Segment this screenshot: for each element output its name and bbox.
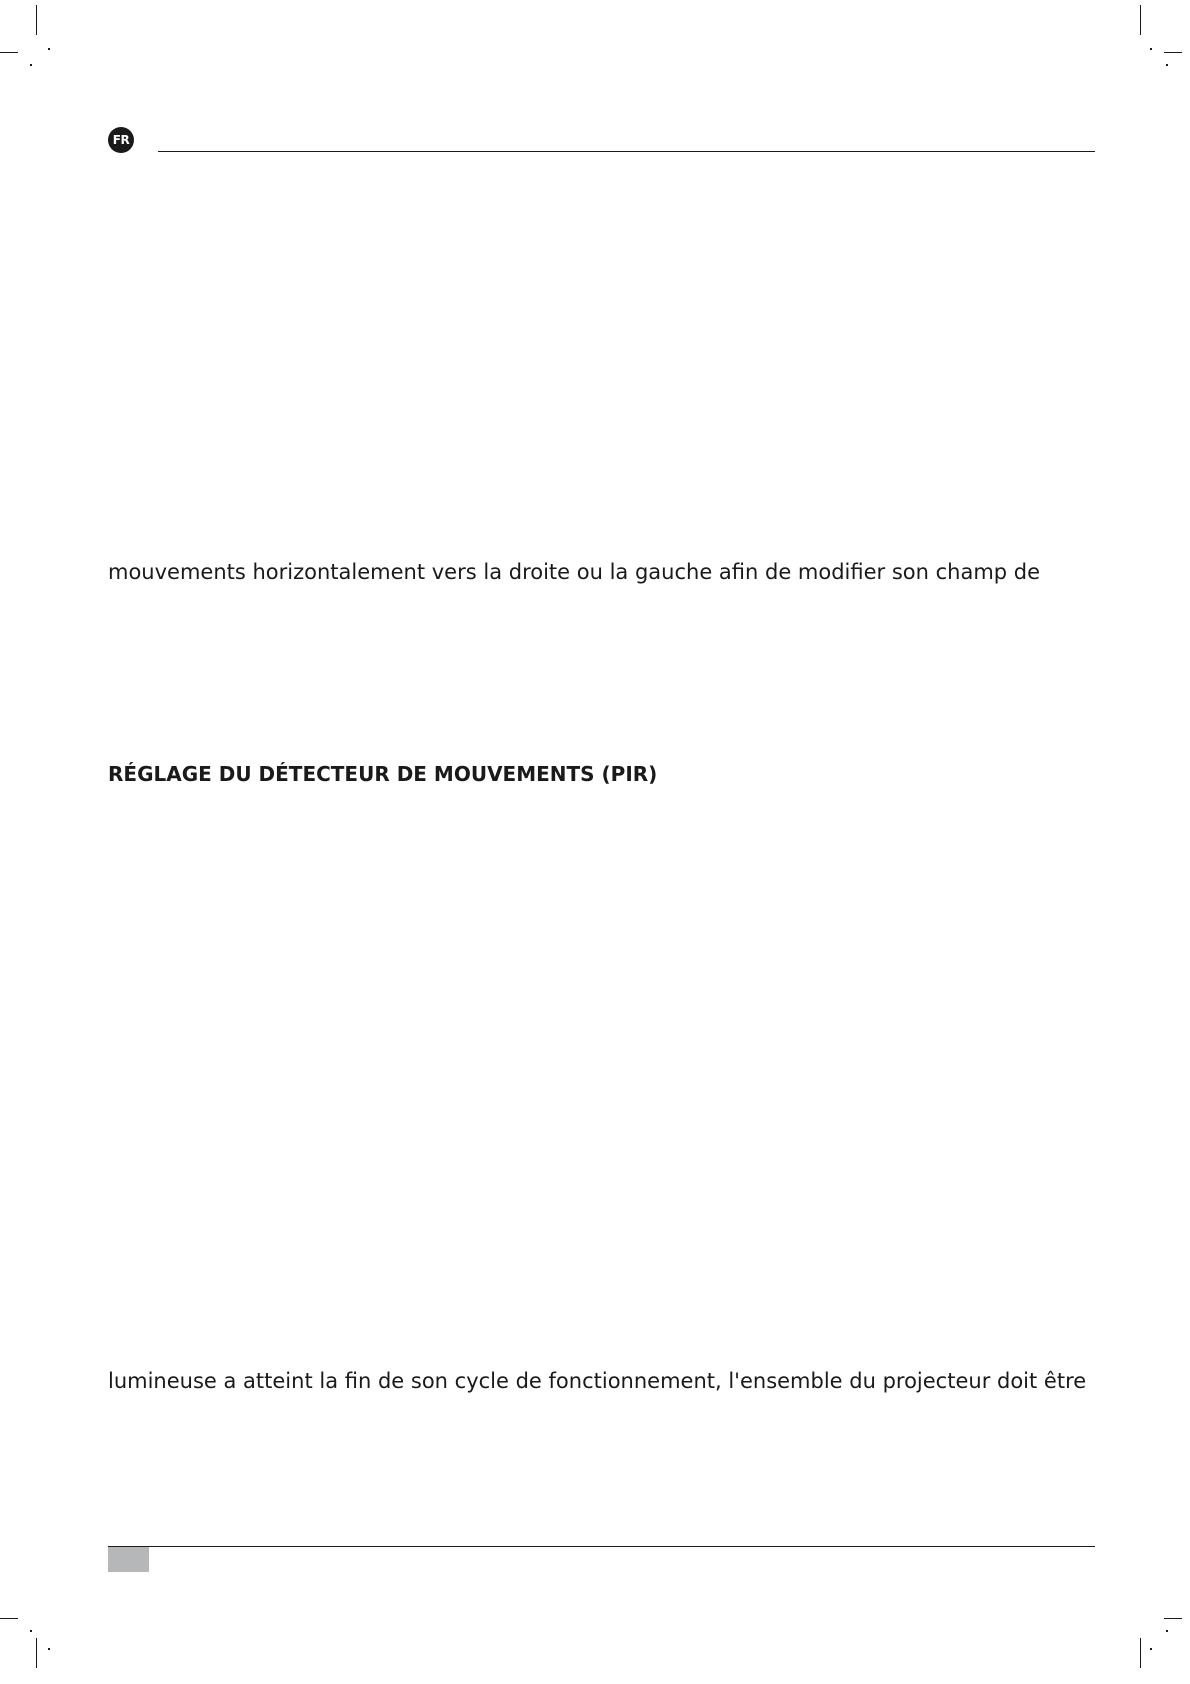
crop-mark-bottom-right-dot-upper (1166, 1630, 1168, 1632)
crop-mark-top-right-vertical (1140, 5, 1141, 35)
crop-mark-bottom-left-dot (48, 1648, 50, 1650)
footer-rule (108, 1546, 1095, 1547)
crop-mark-top-left-dot-lower (30, 64, 32, 66)
crop-mark-bottom-right-dot (1150, 1648, 1152, 1650)
crop-mark-bottom-left-vertical (36, 1638, 37, 1668)
crop-mark-bottom-right-horizontal (1164, 1618, 1182, 1619)
header-rule (158, 151, 1095, 152)
crop-mark-top-right-horizontal (1164, 52, 1182, 53)
crop-mark-top-right-dot (1150, 48, 1152, 50)
crop-mark-bottom-left-horizontal (0, 1618, 18, 1619)
crop-mark-top-left-vertical (36, 5, 37, 35)
section-heading: RÉGLAGE DU DÉTECTEUR DE MOUVEMENTS (PIR) (108, 762, 658, 786)
crop-mark-top-right-dot-lower (1166, 64, 1168, 66)
crop-mark-bottom-left-dot-upper (30, 1630, 32, 1632)
body-text-line-2: lumineuse a atteint la fin de son cycle de fonctionnement, l'ensemble du projecteur doit être (108, 1369, 1087, 1393)
body-text-line-1: mouvements horizontalement vers la droite ou la gauche afin de modifier son champ de (108, 560, 1041, 584)
crop-mark-bottom-right-vertical (1140, 1638, 1141, 1668)
language-badge: FR (108, 127, 134, 153)
page-number-tab (108, 1547, 149, 1572)
crop-mark-top-left-horizontal (0, 52, 18, 53)
crop-mark-top-left-dot (48, 48, 50, 50)
